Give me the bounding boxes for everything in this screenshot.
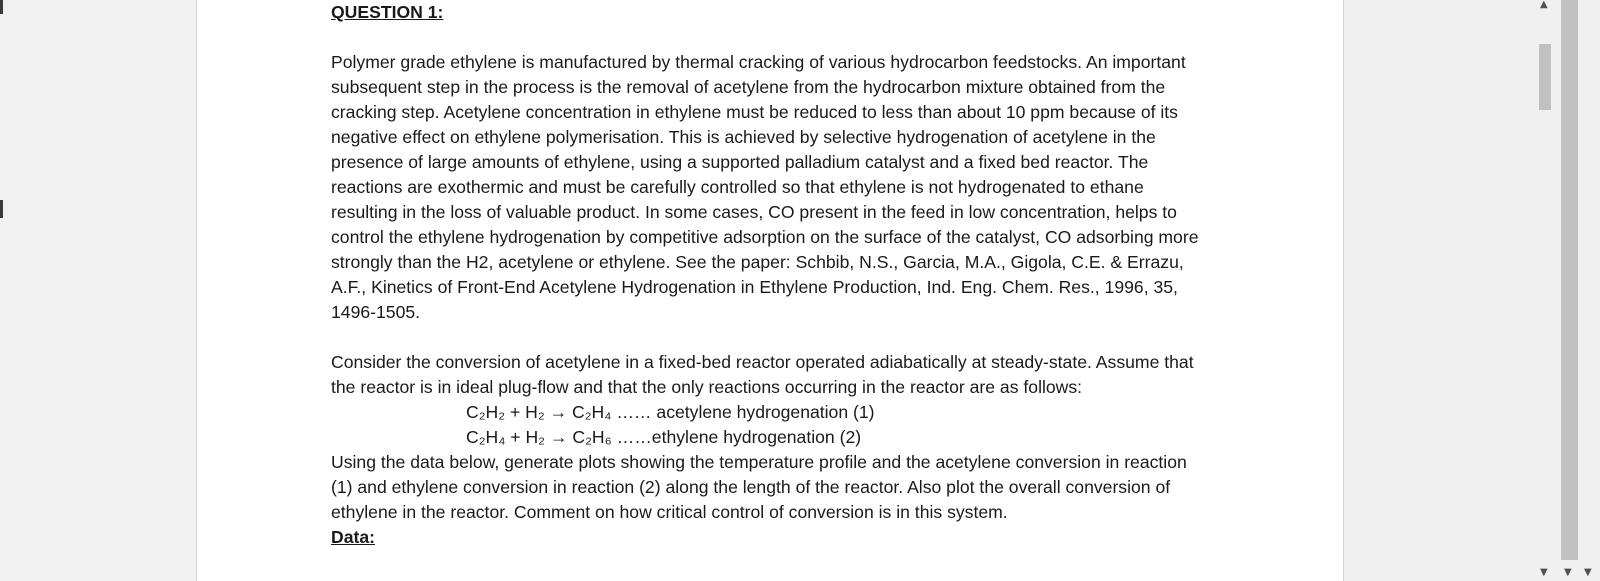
- reaction-equation-2: C₂H₄ + H₂ → C₂H₆ ……ethylene hydrogenation (2): [466, 427, 862, 447]
- data-heading: Data:: [331, 527, 375, 547]
- document-page: [196, 0, 1344, 581]
- window-scroll-down-arrow-icon[interactable]: ▼: [1584, 567, 1592, 578]
- window-scrollbar-thumb[interactable]: [1561, 0, 1578, 560]
- window-scroll-down-arrow-icon[interactable]: ▼: [1564, 567, 1572, 578]
- window-gutter: [1344, 0, 1560, 581]
- left-edge-marker: [0, 200, 3, 218]
- scroll-up-arrow-icon[interactable]: ▲: [1540, 0, 1548, 10]
- spacer: [331, 25, 1211, 50]
- intro-paragraph: Polymer grade ethylene is manufactured by thermal cracking of various hydrocarbon feedstocks. An important subsequent step in the process is the removal of acetylene from the hydrocarbon mixture obtained from the cracking step. Acetylene concentration in ethylene must be reduced to less than about 10 ppm because of its negative effect on ethylene polymerisation. This is achieved by selective hydrogenation of acetylene in the presence of large amounts of ethylene, using a supported palladium catalyst and a fixed bed reactor. The reactions are exothermic and must be carefully controlled so that ethylene is not hydrogenated to ethane resulting in the loss of valuable product. In some cases, CO present in the feed in low concentration, helps to control the ethylene hydrogenation by competitive adsorption on the surface of the catalyst, CO adsorbing more strongly than the H2, acetylene or ethylene. See the paper: Schbib, N.S., Garcia, M.A., Gigola, C.E. & Errazu, A.F., Kinetics of Front-End Acetylene Hydrogenation in Ethylene Production, Ind. Eng. Chem. Res., 1996, 35, 1496-1505.: [331, 52, 1199, 322]
- document-content: [331, 0, 1211, 550]
- task-paragraph: Using the data below, generate plots showing the temperature profile and the acetylene conversion in reaction (1) and ethylene conversion in reaction (2) along the length of the reactor. Also plot the overall conversion of ethylene in the reactor. Comment on how critical control of conversion is in this system.: [331, 452, 1187, 522]
- scroll-down-arrow-icon[interactable]: ▼: [1540, 567, 1548, 578]
- question-heading: QUESTION 1:: [331, 2, 444, 22]
- document-scrollbar[interactable]: [1530, 0, 1560, 581]
- left-margin: [0, 0, 196, 581]
- problem-paragraph: Consider the conversion of acetylene in a fixed-bed reactor operated adiabatically at steady-state. Assume that the reactor is in ideal plug-flow and that the only reactions occurring in the reactor are as follows:: [331, 352, 1194, 397]
- reaction-equation-1: C₂H₂ + H₂ → C₂H₄ …… acetylene hydrogenation (1): [466, 402, 875, 422]
- document-scrollbar-thumb[interactable]: [1539, 44, 1551, 110]
- spacer: [331, 325, 1211, 350]
- left-edge-marker: [0, 0, 3, 14]
- window-scrollbar[interactable]: [1560, 0, 1600, 581]
